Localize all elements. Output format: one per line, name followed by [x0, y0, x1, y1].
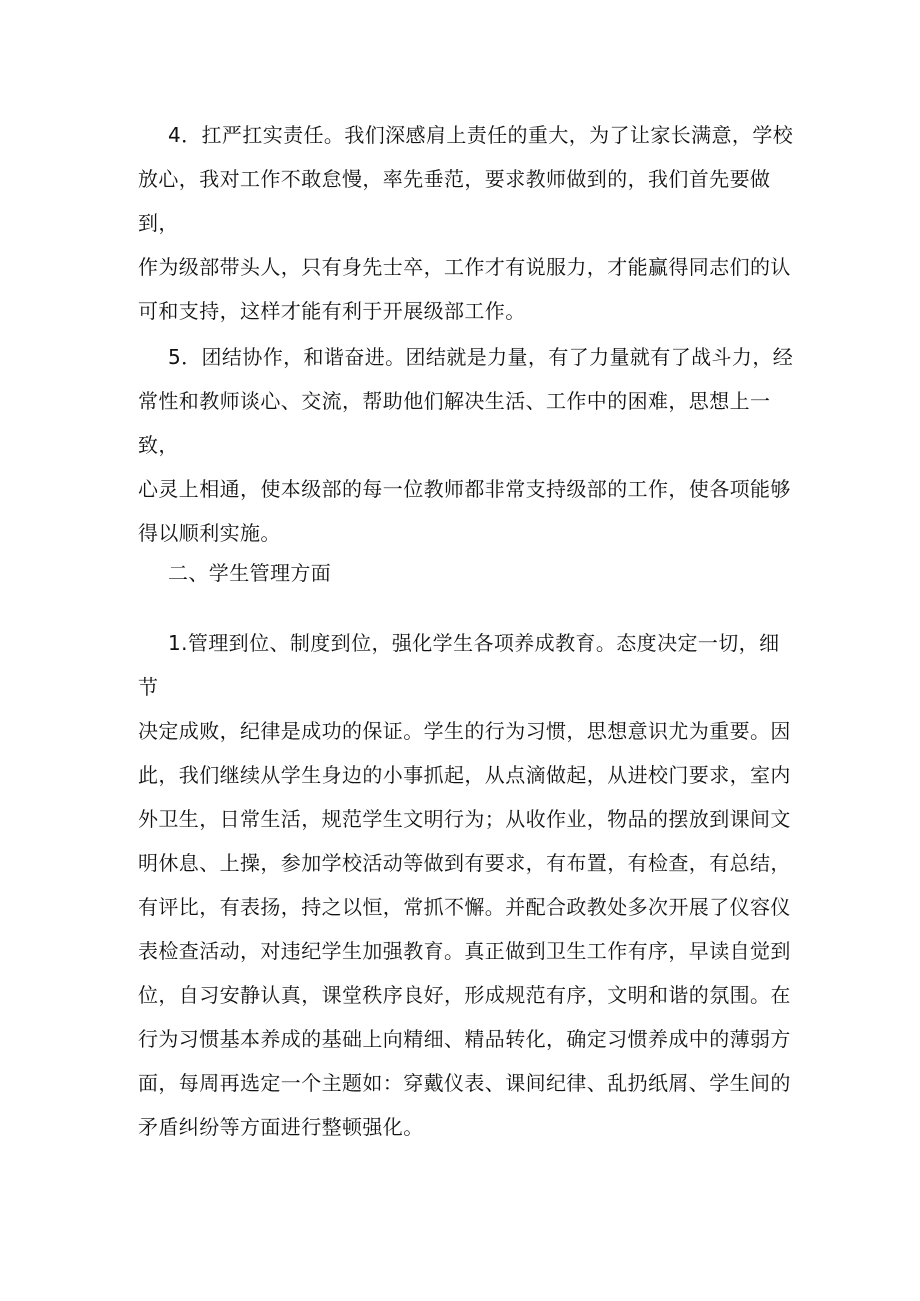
section-heading-student-management: 二、学生管理方面	[168, 561, 332, 585]
paragraph-teamwork: 5．团结协作，和谐奋进。团结就是力量，有了力量就有了战斗力，经 常性和教师谈心、交流，帮助他们解决生活、工作中的困难，思想上一致， 心灵上相通，使本级部的每一位教师都非常支持级部的工作，使各项能够 得以顺利实施。	[138, 345, 794, 545]
paragraph-responsibility: 4．扛严扛实责任。我们深感肩上责任的重大，为了让家长满意，学校 放心，我对工作不敢怠慢，率先垂范，要求教师做到的，我们首先要做到， 作为级部带头人，只有身先士卒，工作才有说服力，才能赢得同志们的认 可和支持，这样才能有利于开展级部工作。	[138, 123, 794, 323]
paragraph-habit-education: 1.管理到位、制度到位，强化学生各项养成教育。态度决定一切，细节 决定成败，纪律是成功的保证。学生的行为习惯，思想意识尤为重要。因 此，我们继续从学生身边的小事抓起，从点滴做起，从进校门要求，室内 外卫生，日常生活，规范学生文明行为；从收作业，物品的摆放到课间文 明休息、上操，参加学校活动等做到有要求，有布置，有检查，有总结， 有评比，有表扬，持之以恒，常抓不懈。并配合政教处多次开展了仪容仪 表检查活动，对违纪学生加强教育。真正做到卫生工作有序，早读自觉到 位，自习安静认真，课堂秩序良好，形成规范有序，文明和谐的氛围。在 行为习惯基本养成的基础上向精细、精品转化，确定习惯养成中的薄弱方 面，每周再选定一个主题如：穿戴仪表、课间纪律、乱扔纸屑、学生间的 矛盾纠纷等方面进行整顿强化。	[138, 631, 791, 1139]
